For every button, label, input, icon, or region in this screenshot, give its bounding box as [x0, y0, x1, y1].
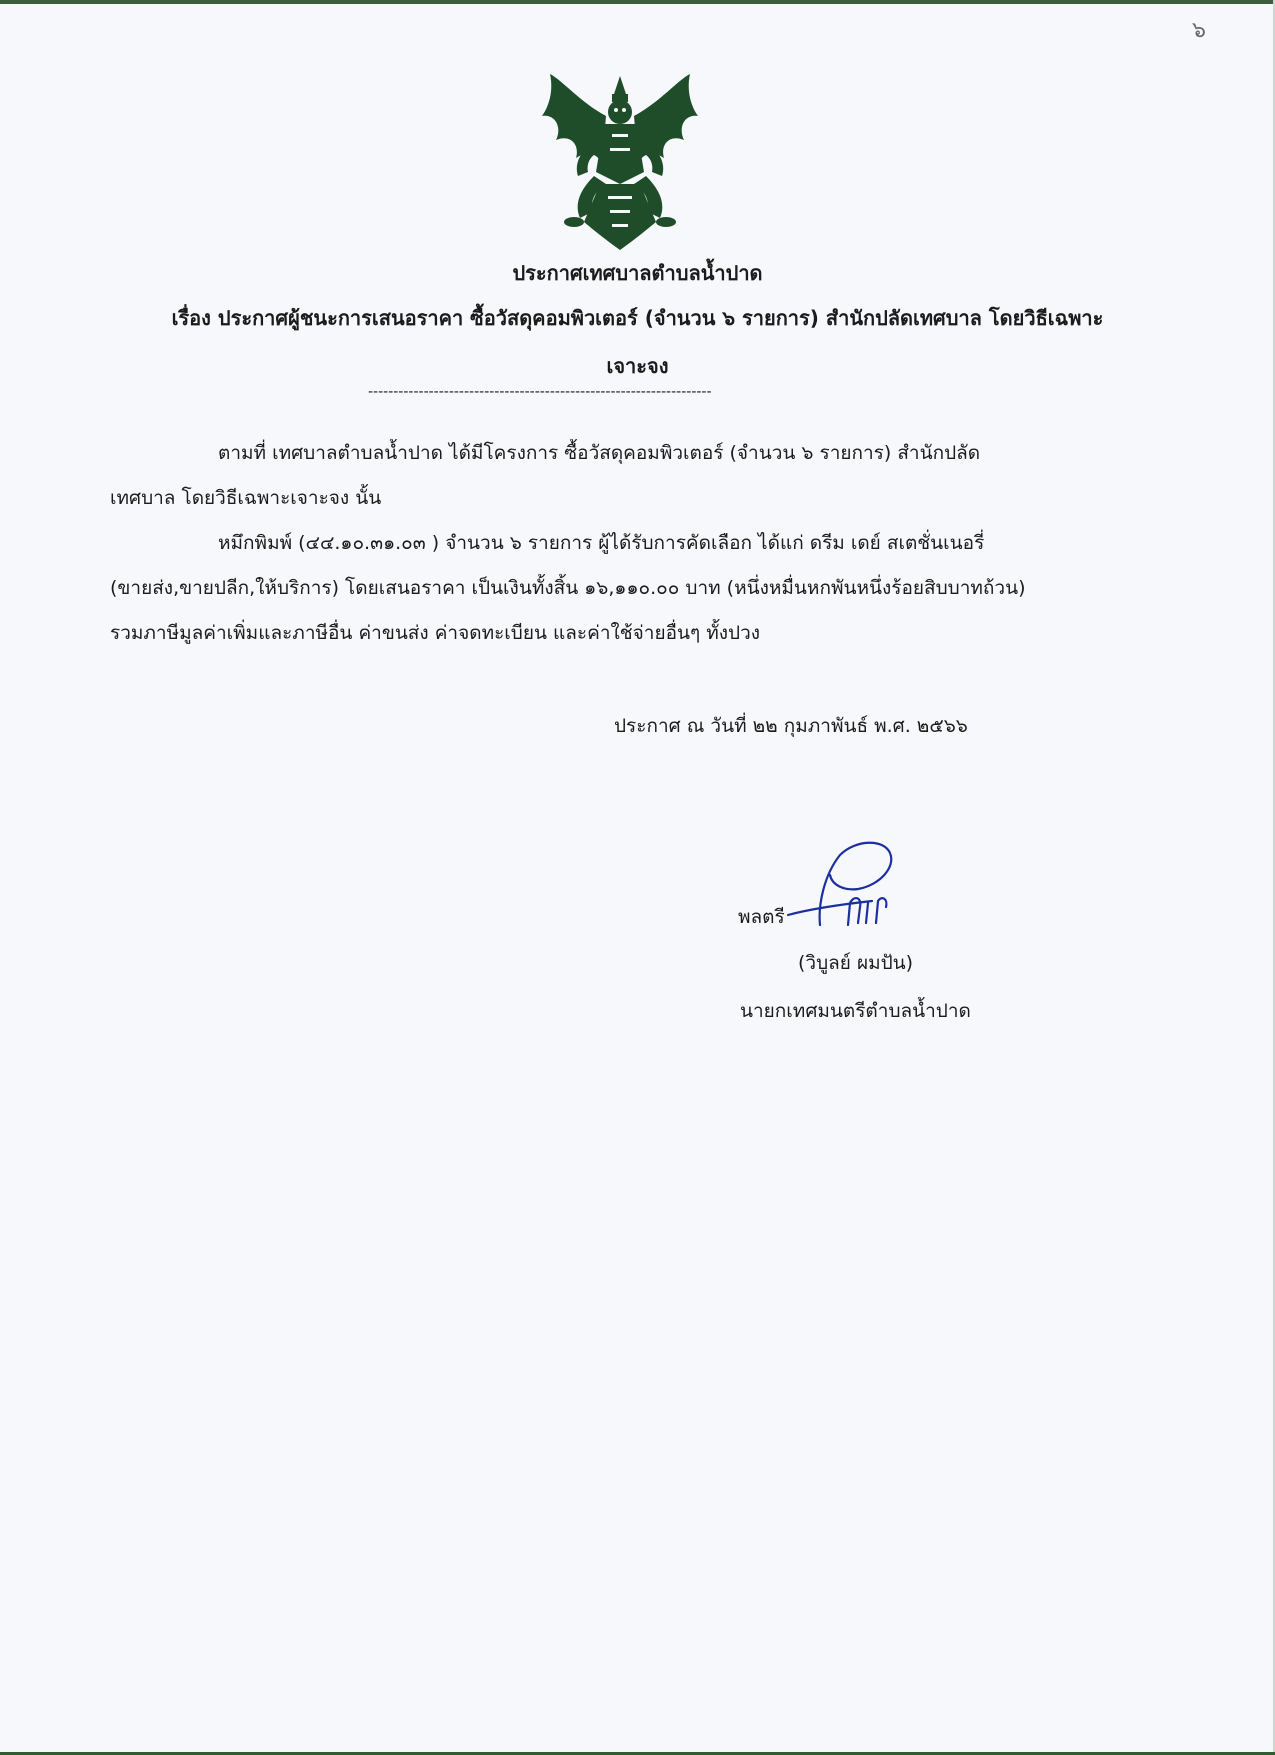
body-paragraph-1-line-1: ตามที่ เทศบาลตำบลน้ำปาด ได้มีโครงการ ซื้อวัสดุคอมพิวเตอร์ (จำนวน ๖ รายการ) สำนักปลัด	[218, 442, 981, 464]
page-number-mark: ๖	[1192, 18, 1206, 43]
divider-rule: --------------------------------------------------------------------	[368, 384, 712, 400]
body-paragraph-2-line-1: หมึกพิมพ์ (๔๔.๑๐.๓๑.๐๓ ) จำนวน ๖ รายการ ผู้ได้รับการคัดเลือก ได้แก่ ดรีม เดย์ สเตชั่นเนอรี่	[218, 532, 985, 554]
handwritten-signature	[780, 835, 910, 930]
subject-line-2: เจาะจง	[606, 354, 669, 378]
subject-line-1: เรื่อง ประกาศผู้ชนะการเสนอราคา ซื้อวัสดุคอมพิวเตอร์ (จำนวน ๖ รายการ) สำนักปลัดเทศบาล โดยวิธีเฉพาะ	[171, 306, 1104, 330]
signer-name: (วิบูลย์ ผมปัน)	[798, 952, 914, 974]
body-paragraph-2-line-2: (ขายส่ง,ขายปลีก,ให้บริการ) โดยเสนอราคา เป็นเงินทั้งสิ้น ๑๖,๑๑๐.๐๐ บาท (หนึ่งหมื่นหกพันหนึ่งร้อยสิบบาทถ้วน)	[110, 577, 1026, 599]
scan-top-edge	[0, 0, 1275, 4]
body-paragraph-2-line-3: รวมภาษีมูลค่าเพิ่มและภาษีอื่น ค่าขนส่ง ค่าจดทะเบียน และค่าใช้จ่ายอื่นๆ ทั้งปวง	[110, 622, 761, 644]
signer-position: นายกเทศมนตรีตำบลน้ำปาด	[740, 1000, 971, 1022]
garuda-emblem-icon	[540, 72, 700, 252]
document-title: ประกาศเทศบาลตำบลน้ำปาด	[512, 261, 763, 285]
announcement-date: ประกาศ ณ วันที่ ๒๒ กุมภาพันธ์ พ.ศ. ๒๕๖๖	[614, 715, 968, 737]
body-paragraph-1-line-2: เทศบาล โดยวิธีเฉพาะเจาะจง นั้น	[110, 487, 382, 509]
signer-rank: พลตรี	[738, 906, 785, 928]
